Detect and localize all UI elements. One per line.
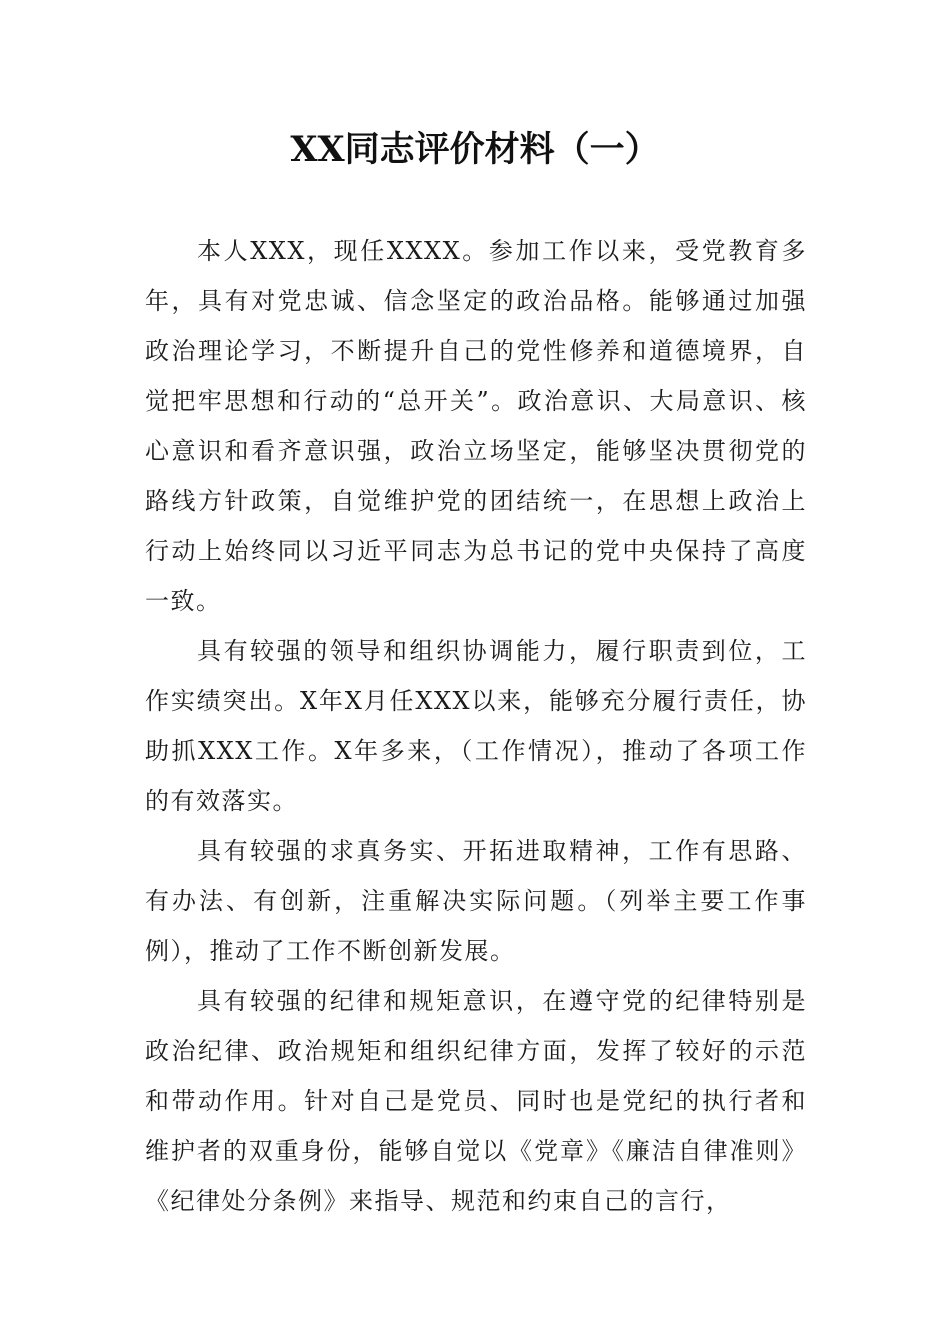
document-title: XX同志评价材料（一） — [290, 129, 660, 170]
paragraph-leadership-ability: 具有较强的领导和组织协调能力，履行职责到位，工作实绩突出。X年X月任XXX以来，能够充分履行责任，协助抓XXX工作。X年多来，（工作情况），推动了各项工作的有效落实。 — [145, 637, 807, 815]
paragraph-discipline-awareness: 具有较强的纪律和规矩意识，在遵守党的纪律特别是政治纪律、政治规矩和组织纪律方面，发挥了较好的示范和带动作用。针对自己是党员、同时也是党纪的执行者和维护者的双重身份，能够自觉以《党章》《廉洁自律准则》《纪律处分条例》来指导、规范和约束自己的言行， — [145, 987, 807, 1215]
paragraph-pragmatic-spirit: 具有较强的求真务实、开拓进取精神，工作有思路、有办法、有创新，注重解决实际问题。（列举主要工作事例），推动了工作不断创新发展。 — [145, 837, 807, 965]
paragraph-political-quality: 本人XXX，现任XXXX。参加工作以来，受党教育多年，具有对党忠诚、信念坚定的政治品格。能够通过加强政治理论学习，不断提升自己的党性修养和道德境界，自觉把牢思想和行动的“总开关”。政治意识、大局意识、核心意识和看齐意识强，政治立场坚定，能够坚决贯彻党的路线方针政策，自觉维护党的团结统一，在思想上政治上行动上始终同以习近平同志为总书记的党中央保持了高度一致。 — [145, 237, 807, 615]
document-body — [145, 226, 807, 1226]
